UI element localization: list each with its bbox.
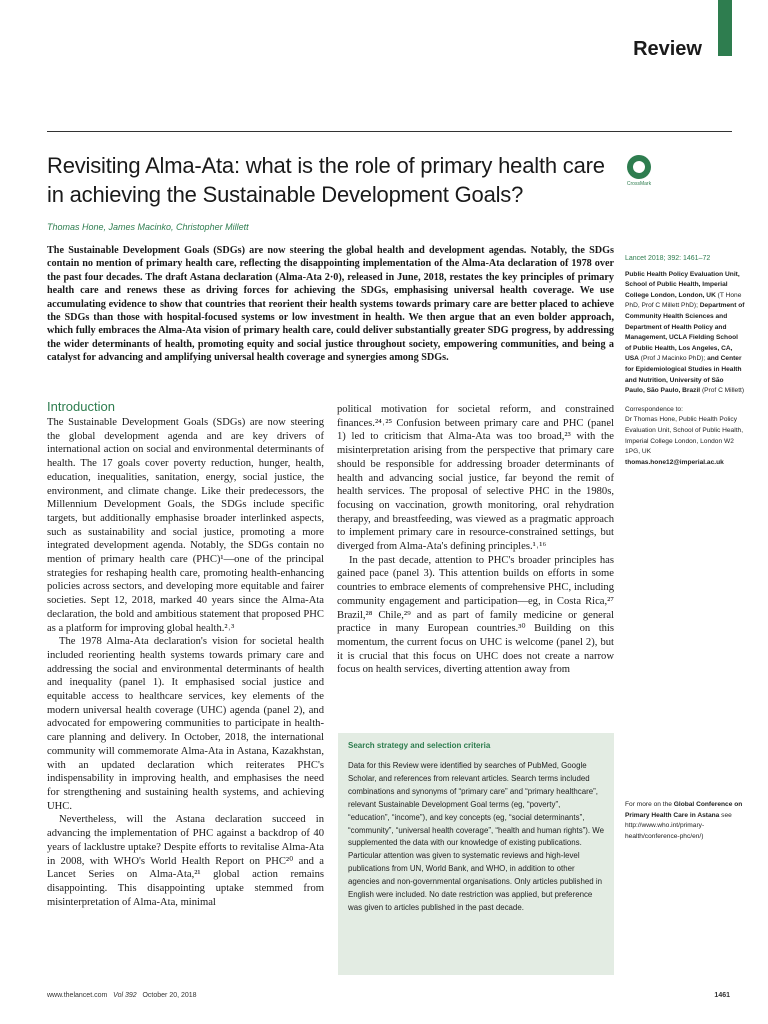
- correspondence-text: Dr Thomas Hone, Public Health Policy Evaluation Unit, School of Public Health, Imperial College London, London W2 1PG, UK: [625, 416, 744, 456]
- crossmark-icon[interactable]: [624, 155, 654, 191]
- affiliation-1-people: (T Hone PhD, Prof C Millett PhD);: [625, 291, 742, 310]
- body-paragraph: The Sustainable Development Goals (SDGs) are now steering the global development agenda and are key drivers of international action on social and environmental determinants of health. The 17 goals cover poverty reduction, hunger, health, education, inequalities, sanitation, energy, social justice, the environment, and climate change. Like their predecessors, the Millennium Development Goals, the SDGs include specific targets, but additionally emphasise broader interlinked aspects, such as sustainability and social justice, promoting a more integrated development agenda. Notably, the SDGs contain no mention of primary health care (PHC)¹—one of the principal strategies for reshaping health care, promoting health-enhancing policies across sectors, and developing more equitable and fairer societies. Sept 12, 2018, marked 40 years since the Alma-Ata declaration, the bold and ambitious statement that proposed PHC as a platform for improving global health.²˒³: [47, 417, 324, 634]
- footer-site[interactable]: www.thelancet.com: [47, 992, 108, 999]
- side-note-link[interactable]: see http://www.who.int/primary-health/conference-phc/en/): [625, 811, 732, 840]
- side-note-bold: Global Conference on Primary Health Care in Astana: [625, 801, 743, 819]
- search-strategy-panel: [338, 733, 614, 975]
- citation: Lancet 2018; 392: 1461–72: [625, 255, 711, 262]
- author-list: Thomas Hone, James Macinko, Christopher Millett: [47, 222, 249, 232]
- header-rule: [47, 131, 732, 132]
- article-title: Revisiting Alma-Ata: what is the role of primary health care in achieving the Sustainable Development Goals?: [47, 153, 605, 207]
- affiliation-1: Public Health Policy Evaluation Unit, School of Public Health, Imperial College London, London, UK: [625, 270, 740, 299]
- page-number: 1461: [714, 992, 730, 999]
- footer-left: [47, 992, 197, 999]
- affiliation-3-people: (Prof C Millett): [700, 387, 745, 395]
- side-note: [625, 800, 743, 842]
- affiliations: [625, 270, 745, 397]
- footer-volume: Vol 392: [113, 992, 137, 999]
- search-strategy-text: Data for this Review were identified by searches of PubMed, Google Scholar, and references from relevant articles. Search terms included combinations and synonyms of “primary care” and “primary healthcare”, relevant Sustainable Development Goal terms (eg, “poverty”, “education”, “income”), and key concepts (eg, “social determinants”, “community”, “universal health coverage”, “health and human rights”). We supplemented the data with our knowledge of existing publications. Particular attention was given to systematic reviews and high-level publications from UN, World Bank, and WHO, in addition to other agencies and non-governmental organisations. Only articles published in English were included. No date restriction was applied, but preference was given to articles published in the past decade.: [348, 761, 604, 912]
- body-paragraph: political motivation for societal reform, and constrained finances.²⁴˒²⁵ Confusion between primary care and PHC (panel 1) led to criticism that Alma-Ata was too broad,²³ with the misinterpretation arising from the perspective that primary care should be responsible for addressing broader determinants of health and advancing social justice, far beyond the remit of health services. The proposal of selective PHC in the 1980s, focusing on vaccination, growth monitoring, oral rehydration therapy, and breastfeeding, was viewed as a pragmatic approach to implement primary care in resource-constrained settings, but diverged from Alma-Ata's defining principles.¹˒¹⁶: [337, 404, 614, 553]
- section-heading-introduction: Introduction: [47, 399, 115, 414]
- correspondence-label: Correspondence to:: [625, 405, 683, 413]
- footer-date: October 20, 2018: [142, 992, 197, 999]
- abstract: The Sustainable Development Goals (SDGs) are now steering the global health and development agendas. Notably, the SDGs contain no mention of primary health care, reflecting the disappointing implementation of the Alma-Ata declaration of 1978 over the past four decades. The draft Astana declaration (Alma-Ata 2·0), released in June, 2018, restates the key principles of primary health care and renews these as driving forces for achieving the SDGs, emphasising universal health coverage. We use accumulating evidence to show that countries that reorient their health systems towards primary care are better placed to achieve the SDGs than those with hospital-focused systems or low investment in health. We then argue that an even bolder approach, which fully embraces the Alma-Ata vision of primary health care, could deliver substantially greater SDG progress, by addressing the wider determinants of health, promoting equity and social justice throughout society, empowering communities, and being a catalyst for advancing and amplifying universal health coverage and synergies among SDGs.: [47, 245, 614, 364]
- crossmark-ring: [627, 155, 651, 179]
- affiliation-2-people: (Prof J Macinko PhD);: [638, 355, 706, 363]
- affiliation-3: and Center for Epidemiological Studies in Health and Nutrition, University of São Paulo, São Paulo, Brazil: [625, 355, 742, 395]
- journal-color-bar: [718, 0, 732, 56]
- body-paragraph: Nevertheless, will the Astana declaration succeed in advancing the implementation of PHC against a backdrop of 40 years of lacklustre uptake? Despite efforts to revitalise Alma-Ata in 2008, with WHO's World Health Report on PHC²⁰ and a Lancet Series on Alma-Ata,²¹ global action remains disappointing. This disappointing uptake stemmed from misinterpretation of Alma-Ata, minimal: [47, 814, 324, 908]
- body-paragraph: The 1978 Alma-Ata declaration's vision for societal health included reorienting health systems towards primary care and addressing the social and environmental determinants of health and inequality (panel 1). It emphasised social justice and equitable access to healthcare services, key elements of the modern universal health coverage (UHC) agenda (panel 2), and advocated for empowering communities to participate in health-care planning and delivery. In October, 2018, the international community will commemorate Alma-Ata in Astana, Kazakhstan, with an updated declaration which reiterates PHC's indispensability in improving health, and emphasises the need for strengthening and sustaining health systems, and achieving UHC.: [47, 636, 324, 812]
- side-note-prefix: For more on the: [625, 801, 674, 808]
- crossmark-label: CrossMark: [626, 181, 652, 187]
- affiliation-2: Department of Community Health Sciences and Department of Health Policy and Management, UCLA Fielding School of Public Health, Los Angeles, CA, USA: [625, 302, 745, 363]
- body-column-2: [337, 403, 614, 677]
- search-strategy-heading: Search strategy and selection criteria: [348, 741, 491, 750]
- body-column-1: [47, 399, 324, 909]
- correspondence-email[interactable]: thomas.hone12@imperial.ac.uk: [625, 458, 724, 466]
- article-sidebar: [625, 254, 745, 468]
- body-paragraph: In the past decade, attention to PHC's broader principles has gained pace (panel 3). This attention builds on efforts in some countries to embrace elements of comprehensive PHC, including community engagement and participation—eg, in Costa Rica,²⁷ Brazil,²⁸ Chile,²⁹ and as part of family medicine or general practice in many European countries.³⁰ Building on this momentum, the current focus on UHC is welcome (panel 2), but it is crucial that this focus on UHC does not create a narrow focus on health services, diverting attention away from: [337, 554, 614, 676]
- section-label: Review: [633, 38, 702, 60]
